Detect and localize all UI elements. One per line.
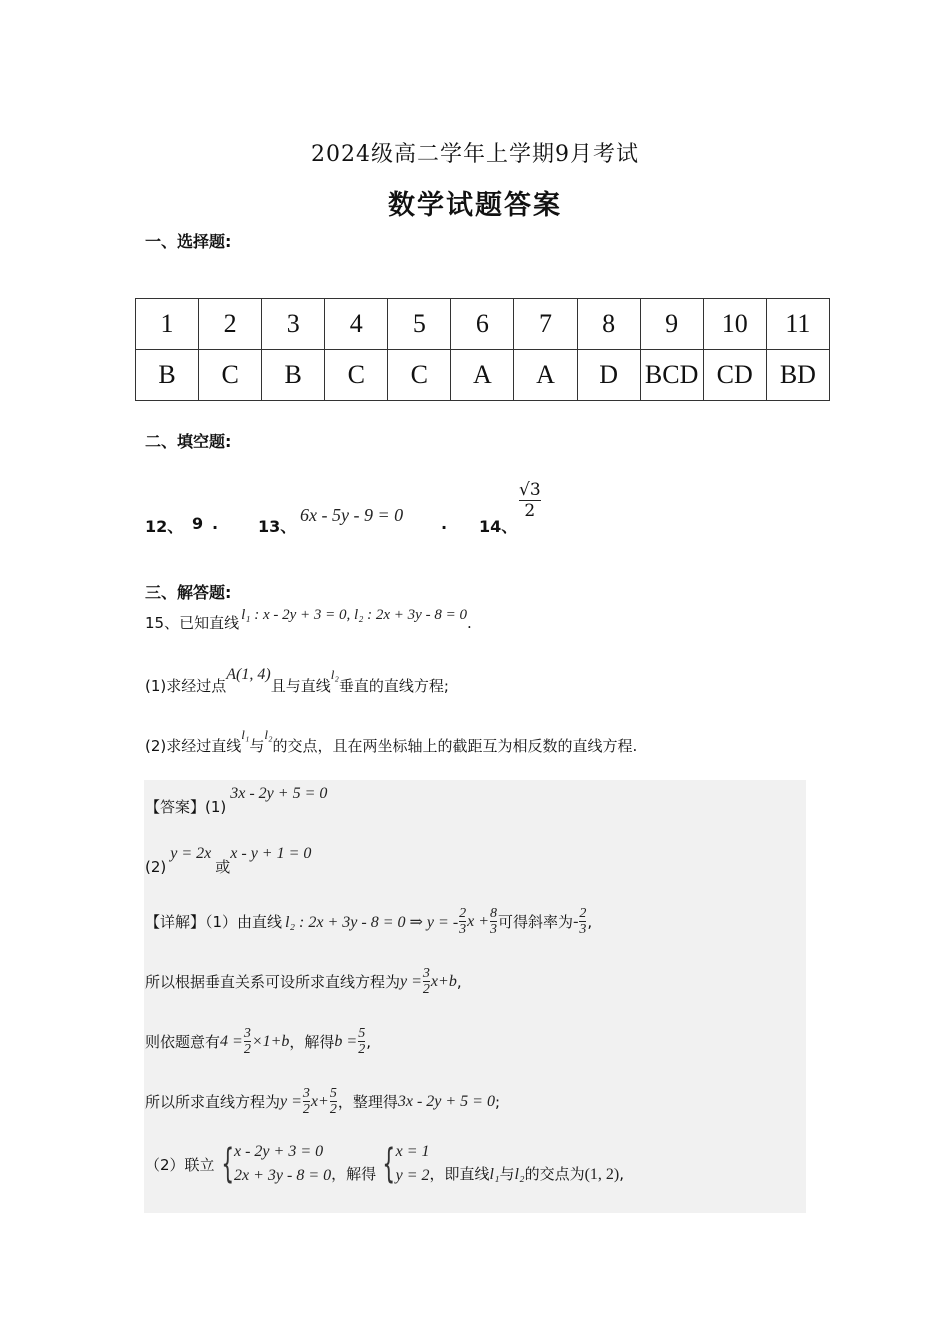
detail-2-fraction	[423, 966, 430, 997]
fraction-numerator: 5	[358, 1026, 366, 1041]
answer-2-or: 或	[215, 858, 231, 876]
table-cell: 11	[766, 299, 829, 350]
q15-p1-point: A(1, 4)	[226, 666, 271, 683]
q15-part1	[145, 666, 449, 696]
detail-line-1	[145, 906, 592, 937]
answer-part1	[145, 785, 328, 817]
q15-p2-l2: l₂	[264, 727, 273, 742]
table-cell: C	[325, 350, 388, 401]
q13-label: 13、	[258, 517, 297, 536]
q14-denominator: 2	[524, 501, 536, 521]
detail-3-rhs: ×1+b	[251, 1032, 290, 1050]
table-cell: 10	[703, 299, 766, 350]
q15-p2-text-c: 的交点，且在两坐标轴上的截距互为相反数的直线方程.	[272, 737, 638, 755]
q15-p2-text-b: 与	[249, 737, 265, 755]
page-subtitle: 数学试题答案	[388, 190, 562, 221]
q12-label: 12、	[145, 517, 184, 536]
detail-5-tail	[430, 1163, 625, 1184]
table-cell: 6	[451, 299, 514, 350]
fraction-denominator: 3	[459, 922, 467, 937]
detail-5-mid: ，解得	[331, 1165, 377, 1183]
detail-1-fraction-c	[579, 906, 586, 937]
detail-5-system	[234, 1140, 331, 1188]
detail-5-text: ，即直线	[429, 1165, 490, 1183]
detail-4-fraction-a	[303, 1086, 310, 1117]
q15-part2	[145, 727, 638, 756]
detail-1-fraction-b	[490, 906, 497, 937]
detail-4-lhs: y =	[280, 1092, 302, 1110]
fraction-numerator: 2	[459, 906, 467, 921]
fraction-numerator: 3	[302, 1086, 310, 1101]
table-row-answers	[136, 350, 830, 401]
fraction-numerator: 3	[422, 966, 430, 981]
detail-4-text-2: ，整理得	[337, 1093, 398, 1111]
table-cell: 8	[577, 299, 640, 350]
fraction-denominator: 3	[579, 922, 587, 937]
q15-p1-text-a: (1)求经过点	[145, 677, 227, 695]
table-cell: 3	[262, 299, 325, 350]
table-cell: C	[388, 350, 451, 401]
detail-1-end: ,	[587, 912, 593, 931]
table-cell: BD	[766, 350, 829, 401]
fraction-numerator: 5	[329, 1086, 337, 1101]
table-cell: B	[136, 350, 199, 401]
detail-5-label: （2）联立	[145, 1155, 215, 1174]
section-solve-heading: 三、解答题:	[145, 583, 232, 602]
detail-5-point: (1, 2)	[584, 1166, 620, 1183]
page-title: 2024级高二学年上学期9月考试	[311, 142, 639, 167]
answer-2-second: x - y + 1 = 0	[230, 845, 312, 862]
left-brace-icon: {	[220, 1141, 234, 1187]
q15-p1-text-b: 且与直线	[270, 677, 331, 695]
answer-2-label: (2)	[145, 858, 167, 876]
table-cell: 1	[136, 299, 199, 350]
fraction-denominator: 2	[358, 1042, 366, 1057]
q15-p1-l2: l₂	[330, 667, 339, 682]
table-cell: 5	[388, 299, 451, 350]
detail-line-3	[145, 1026, 371, 1057]
detail-3-end: ,	[366, 1032, 371, 1051]
detail-line-5	[145, 1140, 624, 1188]
detail-line-4	[145, 1086, 500, 1117]
q14-numerator: √3	[519, 480, 541, 500]
detail-1-minus: -	[573, 912, 579, 930]
q15-intro: 15、已知直线	[145, 614, 240, 632]
q15-p2-l1: l₁	[241, 727, 250, 742]
table-cell: CD	[703, 350, 766, 401]
q12-answer: 9	[192, 514, 204, 533]
detail-3-text: 则依题意有	[145, 1033, 221, 1051]
q15-lines-equation: l₁ : x - 2y + 3 = 0, l₂ : 2x + 3y - 8 = 0	[241, 607, 467, 623]
table-cell: D	[577, 350, 640, 401]
detail-4-fraction-b	[330, 1086, 337, 1117]
detail-5-end-text: 的交点为	[524, 1165, 585, 1183]
detail-5-solution	[396, 1140, 430, 1188]
table-cell: B	[262, 350, 325, 401]
table-cell: 9	[640, 299, 703, 350]
detail-5-l1: l₁	[489, 1166, 500, 1183]
q14-label: 14、	[479, 517, 518, 536]
answer-part2	[145, 845, 312, 877]
detail-3-fraction-b	[358, 1026, 365, 1057]
q15-p1-text-c: 垂直的直线方程;	[338, 677, 449, 695]
q14-fraction	[518, 480, 542, 521]
table-cell: C	[199, 350, 262, 401]
solution-y: y = 2	[395, 1167, 430, 1184]
detail-3-lhs: 4 =	[220, 1032, 243, 1050]
detail-4-text: 所以所求直线方程为	[145, 1093, 281, 1111]
detail-3-b: b =	[334, 1032, 358, 1050]
fraction-denominator: 3	[490, 922, 498, 937]
detail-4-result: 3x - 2y + 5 = 0	[397, 1092, 495, 1110]
fraction-denominator: 2	[243, 1042, 251, 1057]
fraction-denominator: 2	[422, 982, 430, 997]
q12-end: .	[212, 514, 219, 533]
system-equation-2: 2x + 3y - 8 = 0	[234, 1167, 332, 1184]
table-cell: 7	[514, 299, 577, 350]
fraction-denominator: 2	[329, 1102, 337, 1117]
detail-line-2	[145, 966, 462, 997]
detail-1-fraction-a	[459, 906, 466, 937]
section-choice-heading: 一、选择题:	[145, 232, 232, 251]
fraction-numerator: 2	[579, 906, 587, 921]
system-equation-1: x - 2y + 3 = 0	[234, 1143, 324, 1160]
table-cell: A	[514, 350, 577, 401]
detail-label: 【详解】（1）由直线	[145, 913, 283, 931]
table-cell: BCD	[640, 350, 703, 401]
detail-4-mid: x+	[310, 1092, 329, 1110]
q13-end: .	[441, 514, 448, 533]
answer-2-first: y = 2x	[170, 845, 212, 862]
table-cell: 2	[199, 299, 262, 350]
q15-stem	[145, 607, 472, 633]
solution-x: x = 1	[395, 1143, 430, 1160]
answer-1-equation: 3x - 2y + 5 = 0	[230, 785, 328, 802]
detail-2-rhs: x+b	[430, 972, 457, 990]
table-cell: 4	[325, 299, 388, 350]
fraction-denominator: 2	[302, 1102, 310, 1117]
fraction-numerator: 3	[243, 1026, 251, 1041]
q13-answer: 6x - 5y - 9 = 0	[300, 505, 404, 525]
section-fill-heading: 二、填空题:	[145, 432, 232, 451]
left-brace-icon: {	[382, 1141, 396, 1187]
q15-p2-text-a: (2)求经过直线	[145, 737, 242, 755]
q15-intro-end: .	[466, 614, 472, 632]
table-row-numbers	[136, 299, 830, 350]
detail-5-l2: l₂	[514, 1166, 525, 1183]
choice-answer-table	[135, 298, 830, 401]
detail-2-end: ,	[456, 972, 462, 991]
detail-3-mid: ，解得	[289, 1033, 335, 1051]
detail-5-and: 与	[499, 1165, 515, 1183]
detail-4-end: ;	[494, 1092, 501, 1111]
table-cell: A	[451, 350, 514, 401]
detail-1-mid: x +	[467, 912, 490, 930]
detail-3-fraction	[244, 1026, 251, 1057]
detail-2-lhs: y =	[400, 972, 422, 990]
answer-label: 【答案】(1)	[145, 798, 227, 816]
detail-1-text: 可得斜率为	[498, 913, 574, 931]
fraction-numerator: 8	[490, 906, 498, 921]
detail-5-end: ,	[619, 1165, 625, 1183]
detail-2-text: 所以根据垂直关系可设所求直线方程为	[145, 973, 401, 991]
detail-1-equation: l₂ : 2x + 3y - 8 = 0 ⇒ y = -	[285, 913, 459, 931]
